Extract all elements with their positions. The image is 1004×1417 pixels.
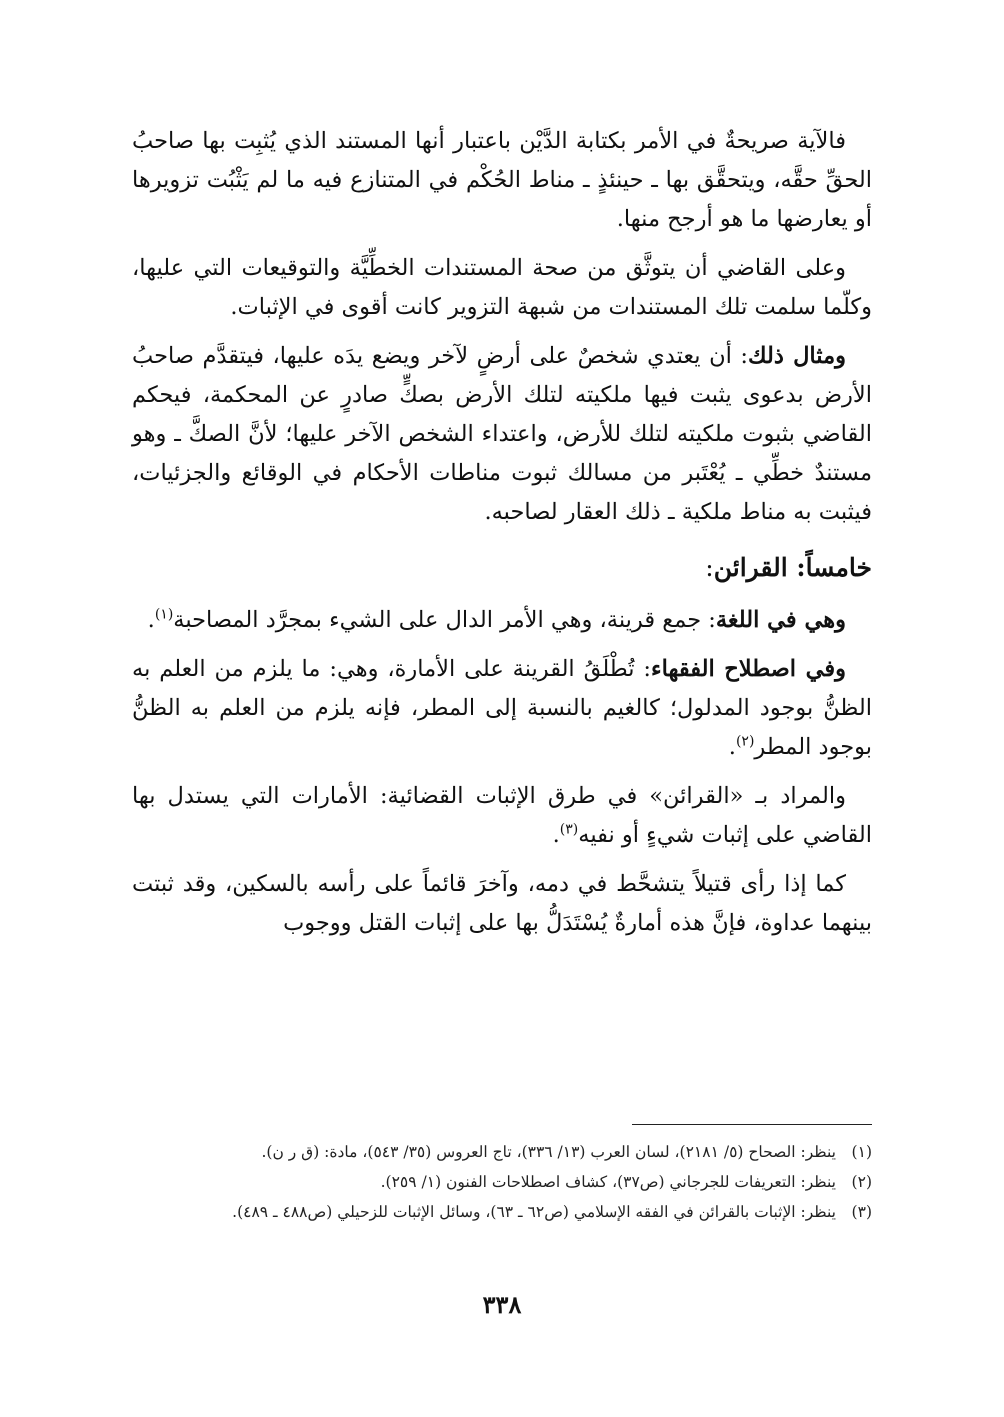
paragraph-1-text: فالآية صريحةٌ في الأمر بكتابة الدَّيْن باعتبار أنها المستند الذي يُثبِت بها صاحبُ الحقِّ حقَّه، ويتحقَّق بها ـ حينئذٍ ـ مناط الحُكْم في المتنازع فيه ما لم يَثْبُت تزويرها أو يعارضها ما هو أرجح منها. <box>132 128 872 232</box>
paragraph-meaning <box>132 777 872 855</box>
meaning-text: والمراد بـ «القرائن» في طرق الإثبات القضائية: الأمارات التي يستدل بها القاضي على إثبات شيءٍ أو نفيه <box>132 783 872 848</box>
paragraph-example <box>132 337 872 532</box>
page-number: ٣٣٨ <box>482 1290 522 1319</box>
paragraph-jurist-definition <box>132 650 872 767</box>
footnote-number: (٢) <box>851 1173 872 1191</box>
footnote-3 <box>132 1200 872 1225</box>
footnote-text: ينظر: التعريفات للجرجاني (ص٣٧)، كشاف اصطلاحات الفنون (١/ ٢٥٩). <box>380 1173 836 1191</box>
language-text: : جمع قرينة، وهي الأمر الدال على الشيء بمجرَّد المصاحبة <box>173 607 716 633</box>
paragraph-illustration <box>132 865 872 943</box>
section-heading <box>132 548 872 587</box>
jurist-lead: وفي اصطلاح الفقهاء <box>651 656 846 682</box>
footnote-text: ينظر: الإثبات بالقرائن في الفقه الإسلامي (ص٦٢ ـ ٦٣)، وسائل الإثبات للزحيلي (ص٤٨٨ ـ ٤٨٩). <box>232 1203 836 1221</box>
footnote-ref-1[interactable]: (١) <box>154 606 174 623</box>
section-heading-title: خامساً: القرائن <box>713 553 872 582</box>
example-text: : أن يعتدي شخصٌ على أرضٍ لآخر ويضع يدَه عليها، فيتقدَّم صاحبُ الأرض بدعوى يثبت فيها ملكيته لتلك الأرض بصكٍّ صادرٍ عن المحكمة، فيحكم القاضي بثبوت ملكيته لتلك للأرض، واعتداء الشخص الآخر عليها؛ لأنَّ الصكَّ ـ وهو مستندٌ خطِّي ـ يُعْتَبر من مسالك ثبوت مناطات الأحكام في الوقائع والجزئيات، فيثبت به مناط ملكية ـ ذلك العقار لصاحبه. <box>132 343 872 525</box>
footnote-ref-2[interactable]: (٢) <box>735 733 755 750</box>
footnote-number: (٣) <box>851 1203 872 1221</box>
illustration-text: كما إذا رأى قتيلاً يتشحَّط في دمه، وآخرَ قائماً على رأسه بالسكين، وقد ثبتت بينهما عداوة، فإنَّ هذه أمارةٌ يُسْتَدَلُّ بها على إثبات القتل ووجوب <box>132 871 872 936</box>
footnote-1 <box>132 1140 872 1165</box>
meaning-end: . <box>552 822 560 848</box>
example-lead: ومثال ذلك <box>748 343 846 369</box>
paragraph-2-text: وعلى القاضي أن يتوثَّق من صحة المستندات الخطِّيَّة والتوقيعات التي عليها، وكلّما سلمت تلك المستندات من شبهة التزوير كانت أقوى في الإثبات. <box>132 255 872 320</box>
footnote-ref-3[interactable]: (٣) <box>559 821 579 838</box>
footnotes <box>132 1140 872 1230</box>
section-heading-colon: : <box>705 553 714 582</box>
footnote-2 <box>132 1170 872 1195</box>
paragraph-language-definition <box>132 601 872 640</box>
paragraph-1 <box>132 122 872 239</box>
footnote-text: ينظر: الصحاح (٥/ ٢١٨١)، لسان العرب (١٣/ ٣٣٦)، تاج العروس (٣٥/ ٥٤٣)، مادة: (ق ر ن). <box>261 1143 836 1161</box>
paragraph-2 <box>132 249 872 327</box>
jurist-end: . <box>728 734 736 760</box>
jurist-text: : تُطْلَقُ القرينة على الأمارة، وهي: ما يلزم من العلم به الظنُّ بوجود المدلول؛ كالغيم بالنسبة إلى المطر، فإنه يلزم من العلم به الظنُّ بوجود المطر <box>132 656 872 760</box>
footnote-number: (١) <box>851 1143 872 1161</box>
language-end: . <box>147 607 155 633</box>
footnote-divider <box>632 1124 872 1125</box>
language-lead: وهي في اللغة <box>715 607 846 633</box>
main-text <box>132 122 872 953</box>
